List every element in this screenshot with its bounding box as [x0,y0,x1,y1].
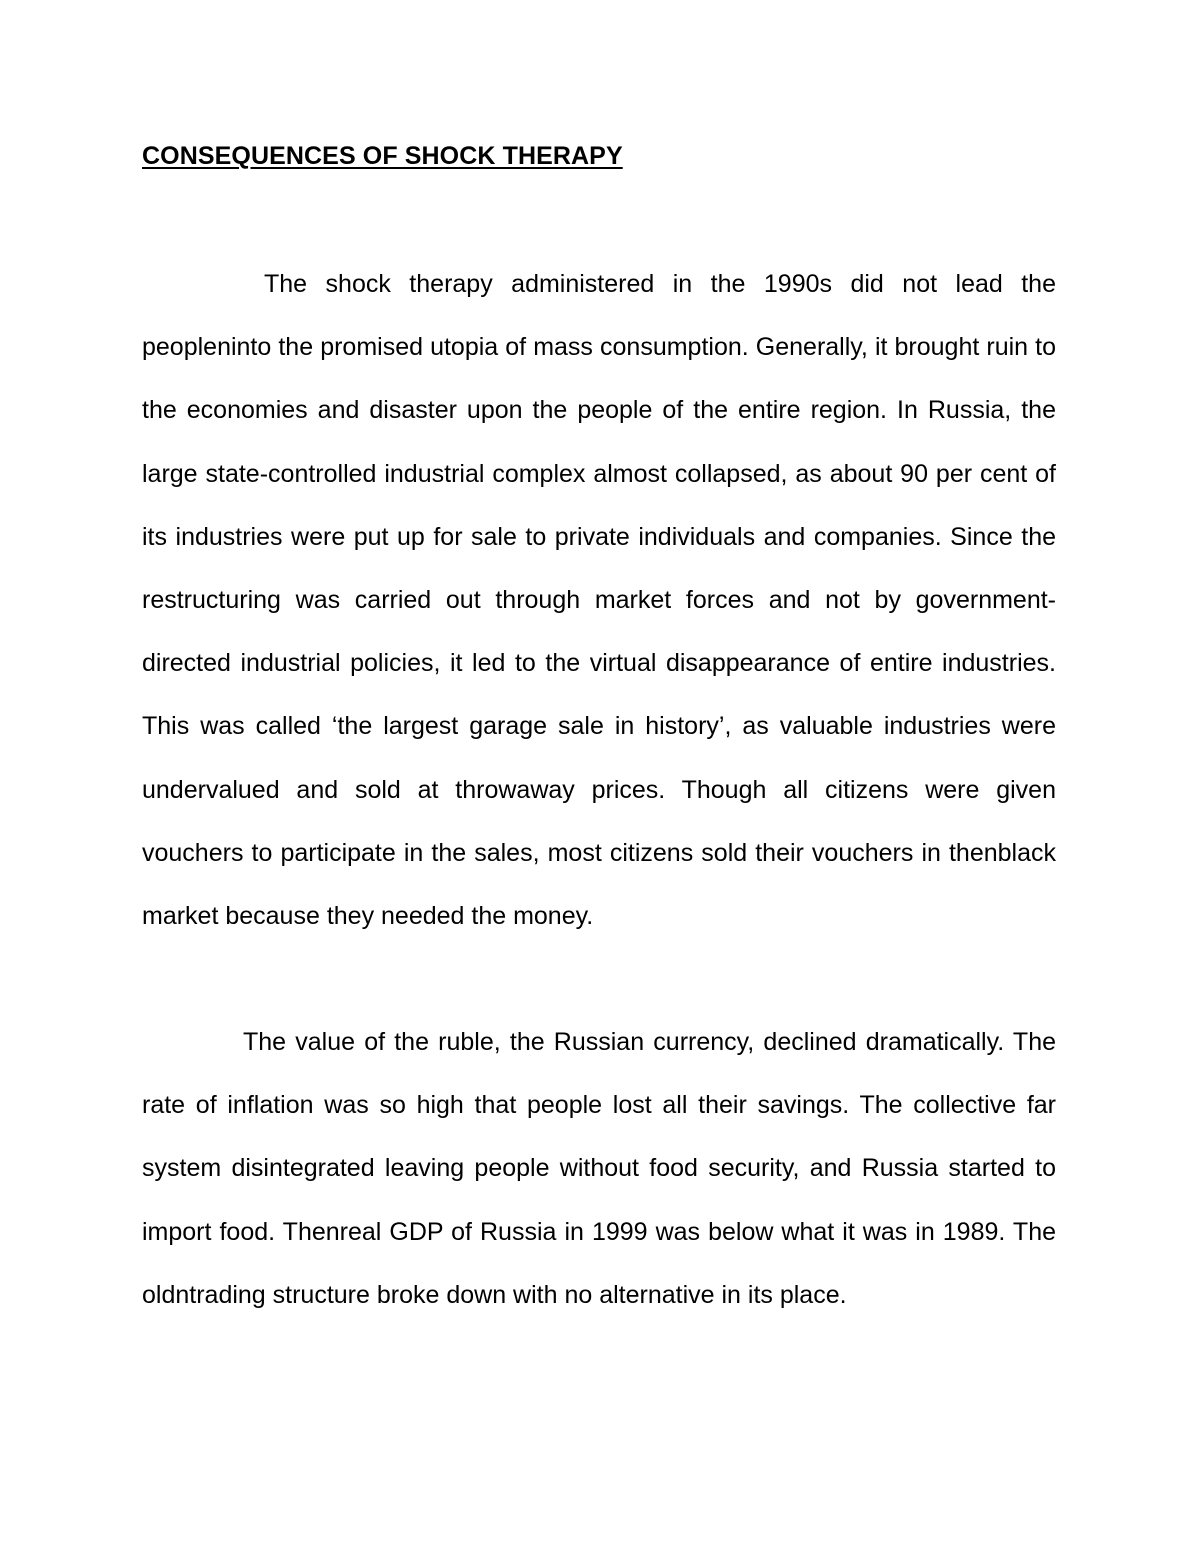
paragraph-ruble-decline: The value of the ruble, the Russian currency, declined dramatically. The rate of inflation was so high that people lost all their savings. The collective far system disintegrated leaving people without food security, and Russia started to import food. Thenreal GDP of Russia in 1999 was below what it was in 1989. The oldntrading structure broke down with no alternative in its place. [142,1028,1056,1309]
paragraph-shock-therapy-effects: The shock therapy administered in the 1990s did not lead the peopleninto the promised utopia of mass consumption. Generally, it brought ruin to the economies and disaster upon the people of the entire region. In Russia, the large state-controlled industrial complex almost collapsed, as about 90 per cent of its industries were put up for sale to private individuals and companies. Since the restructuring was carried out through market forces and not by government-directed industrial policies, it led to the virtual disappearance of entire industries. This was called ‘the largest garage sale in history’, as valuable industries were undervalued and sold at throwaway prices. Though all citizens were given vouchers to participate in the sales, most citizens sold their vouchers in thenblack market because they needed the money. [142,270,1056,931]
document-title: CONSEQUENCES OF SHOCK THERAPY [142,142,623,170]
